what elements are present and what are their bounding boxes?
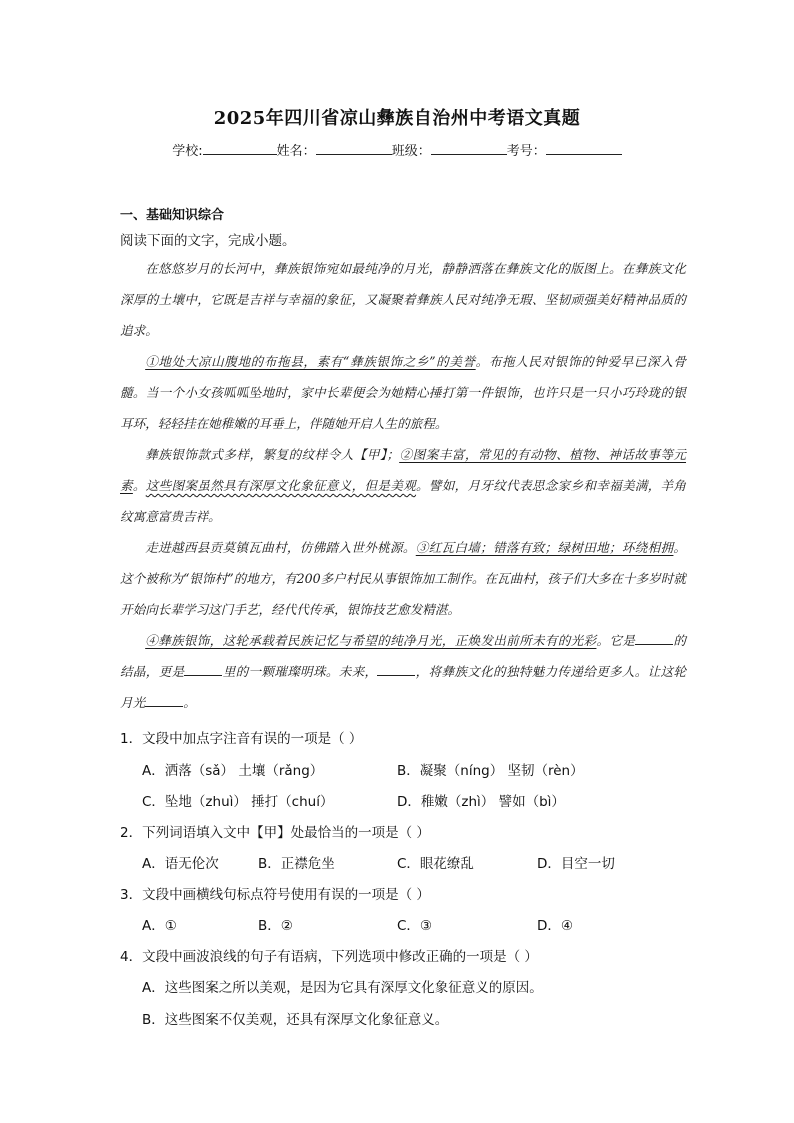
school-blank [203, 142, 277, 155]
name-label: 姓名： [276, 144, 316, 159]
question-1-option-a: A．洒落（sǎ） 土壤（rǎng） [142, 763, 324, 779]
student-info-line [0, 140, 794, 159]
underlined-sentence-3: ③红瓦白墙；错落有致；绿树田地；环绕相拥 [415, 540, 674, 555]
exam-no-blank [546, 142, 622, 155]
paragraph-2-text: 。布拖人民对银饰的钟爱早已深入骨髓。当一个小女孩呱呱坠地时，家中长辈便会为她精心捶打第一件银饰，也许只是一只小巧玲珑的银耳环，轻轻挂在她稚嫩的耳垂上，伴随她开启人生的旅程。 [120, 354, 686, 431]
paragraph-4-text-b: 。这个被称为“银饰村”的地方，有200多户村民从事银饰加工制作。在瓦曲村，孩子们大多在十多岁时就开始向长辈学习这门手艺，经代代传承，银饰技艺愈发精湛。 [120, 540, 687, 617]
question-4-option-b: B．这些图案不仅美观，还具有深厚文化象征意义。 [142, 1012, 449, 1028]
paragraph-5-text-a: 。它是 [596, 633, 636, 648]
name-blank [316, 142, 392, 155]
question-1-stem: 1．文段中加点字注音有误的一项是（ ） [120, 731, 363, 747]
paragraph-3-text-c: 。譬如，月牙纹代表思念家乡和幸福美满，羊角纹寓意富贵吉祥。 [120, 478, 687, 524]
class-label: 班级： [391, 144, 431, 159]
question-1-option-c: C．坠地（zhuì） 捶打（chuí） [142, 794, 334, 810]
underlined-sentence-4: ④彝族银饰，这轮承载着民族记忆与希望的纯净月光，正焕发出前所未有的光彩 [145, 633, 597, 648]
question-2-option-a: A．语无伦次 [142, 856, 219, 872]
question-1-option-b: B．凝聚（níng） 坚韧（rèn） [397, 763, 584, 779]
wavy-underlined-sentence: 这些图案虽然具有深厚文化象征意义，但是美观 [145, 478, 417, 493]
paragraph-3-text-b: 。 [132, 478, 146, 493]
fill-blank-2 [184, 663, 222, 676]
fill-blank-4 [145, 694, 183, 707]
paragraph-5-text-b: 的结晶，更是 [120, 633, 687, 679]
fill-blank-1 [635, 632, 673, 645]
paragraph-4-text-a: 走进越西县贡莫镇瓦曲村，仿佛踏入世外桃源。 [145, 540, 416, 555]
question-2-stem: 2．下列词语填入文中【甲】处最恰当的一项是（ ） [120, 825, 430, 841]
question-1-option-d: D．稚嫩（zhì） 譬如（bì） [397, 794, 565, 810]
underlined-sentence-1: ①地处大凉山腹地的布拖县，素有“彝族银饰之乡”的美誉 [145, 354, 476, 369]
question-3-option-a: A．① [142, 918, 177, 934]
question-2-option-d: D．目空一切 [537, 856, 615, 872]
passage-paragraph-4 [120, 532, 686, 625]
question-2-option-c: C．眼花缭乱 [397, 856, 474, 872]
class-blank [431, 142, 507, 155]
underlined-sentence-2: ②图案丰富，常见的有动物、植物、神话故事等元素 [120, 447, 687, 493]
section-heading: 一、基础知识综合 [120, 208, 225, 223]
paragraph-5-text-c: 里的一颗璀璨明珠。未来， [222, 664, 378, 679]
school-label: 学校: [172, 144, 203, 159]
question-3-stem: 3．文段中画横线句标点符号使用有误的一项是（ ） [120, 887, 430, 903]
fill-blank-3 [377, 663, 415, 676]
question-4-option-a: A．这些图案之所以美观，是因为它具有深厚文化象征意义的原因。 [142, 980, 543, 996]
question-2-option-b: B．正襟危坐 [258, 856, 335, 872]
question-3-option-b: B．② [258, 918, 293, 934]
question-4-stem: 4．文段中画波浪线的句子有语病，下列选项中修改正确的一项是（ ） [120, 949, 538, 965]
paragraph-5-text-d: ，将彝族文化的独特魅力传递给更多人。让这轮月光 [120, 664, 687, 710]
exam-no-label: 考号： [506, 144, 546, 159]
question-3-option-d: D．④ [537, 918, 573, 934]
paragraph-1-text: 在悠悠岁月的长河中，彝族银饰宛如最纯净的月光，静静洒落在彝族文化的版图上。在彝族文化深厚的土壤中，它既是吉祥与幸福的象征，又凝聚着彝族人民对纯净无瑕、坚韧顽强美好精神品质的追求。 [120, 261, 686, 338]
passage-paragraph-2 [120, 346, 686, 439]
reading-instruction: 阅读下面的文字，完成小题。 [120, 233, 296, 249]
passage-paragraph-3 [120, 439, 686, 532]
question-3-option-c: C．③ [397, 918, 433, 934]
paragraph-5-text-e: 。 [183, 695, 196, 710]
paragraph-3-text-a: 彝族银饰款式多样，繁复的纹样令人【甲】； [145, 447, 400, 462]
passage-paragraph-1 [120, 253, 686, 346]
passage-paragraph-5 [120, 625, 686, 718]
exam-title: 2025年四川省凉山彝族自治州中考语文真题 [213, 108, 581, 129]
